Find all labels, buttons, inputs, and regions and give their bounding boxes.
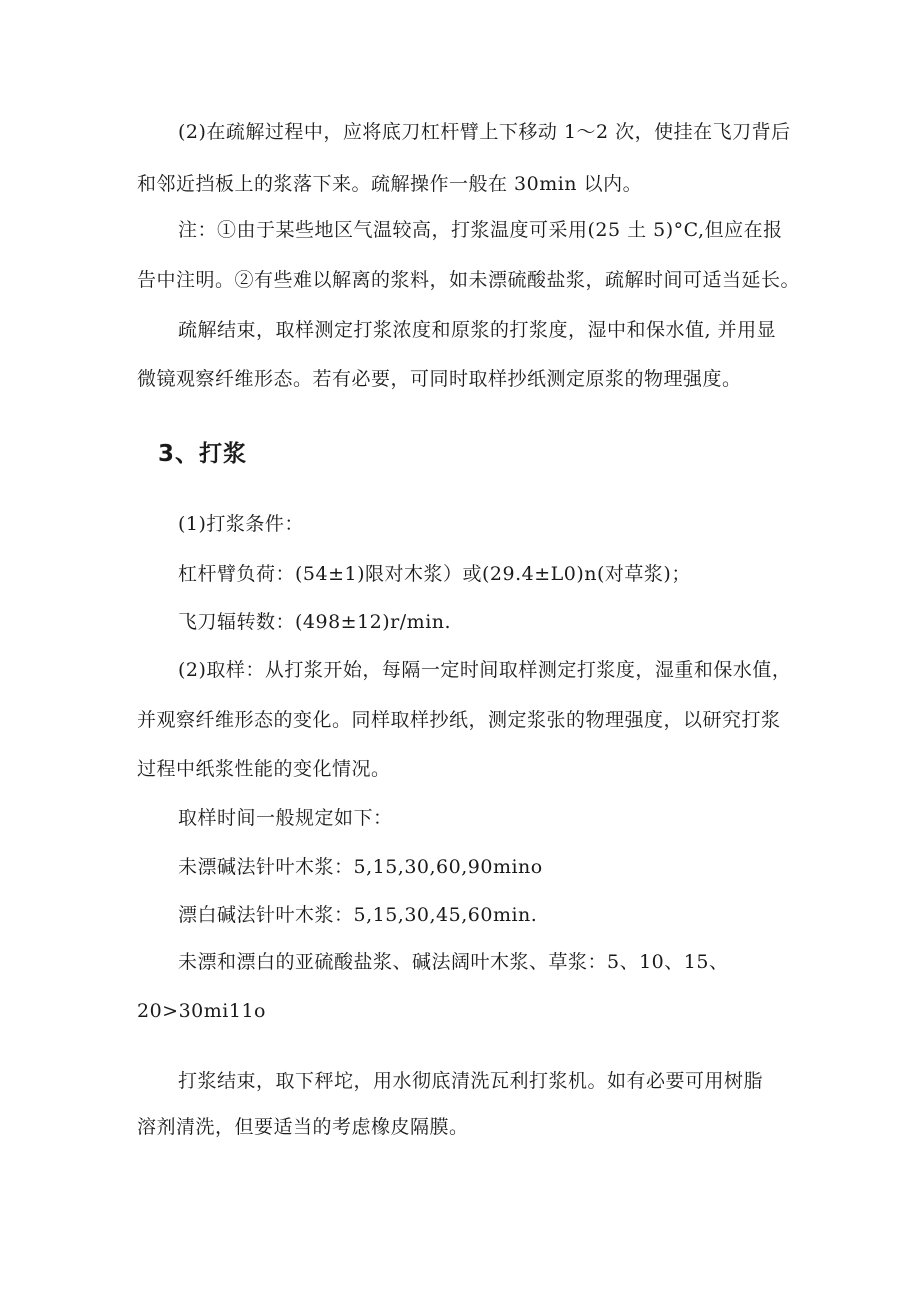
para1-line2: 和邻近挡板上的浆落下来。疏解操作一般在 30min 以内。 <box>137 173 643 195</box>
note-line2: 告中注明。②有些难以解离的浆料，如未漂硫酸盐浆，疏解时间可适当延长。 <box>137 269 801 291</box>
schedule-intro: 取样时间一般规定如下： <box>178 807 393 829</box>
unbleached-kraft-line: 未漂碱法针叶木浆：5,15,30,60,90mino <box>178 856 543 878</box>
sulfite-line1: 未漂和漂白的亚硫酸盐浆、碱法阔叶木浆、草浆：5、10、15、 <box>178 951 729 973</box>
para2-line2: 微镜观察纤维形态。若有必要，可同时取样抄纸测定原浆的物理强度。 <box>137 368 742 390</box>
para2-line1: 疏解结束，取样测定打浆浓度和原浆的打浆度，湿中和保水值, 并用显 <box>178 319 777 341</box>
note-line1: 注：①由于某些地区气温较高，打浆温度可采用(25 土 5)°C,但应在报 <box>178 219 783 241</box>
conditions-title: (1)打浆条件： <box>178 513 304 535</box>
end-line2: 溶剂清洗，但要适当的考虑橡皮隔膜。 <box>137 1116 469 1138</box>
sulfite-line2: 20>30mi11o <box>137 1000 266 1022</box>
sampling-line2: 并观察纤维形态的变化。同样取样抄纸，测定浆张的物理强度，以研究打浆 <box>137 709 781 731</box>
bleached-kraft-line: 漂白碱法针叶木浆：5,15,30,45,60min. <box>178 904 538 926</box>
blade-speed-line: 飞刀辐转数：(498±12)r∕min. <box>178 611 452 633</box>
end-line1: 打浆结束，取下秤坨，用水彻底清洗瓦利打浆机。如有必要可用树脂 <box>178 1070 764 1092</box>
lever-load-line: 杠杆臂负荷：(54±1)限对木浆）或(29.4±L0)n(对草浆)； <box>178 563 691 585</box>
para1-line1: (2)在疏解过程中，应将底刀杠杆臂上下移动 1～2 次，使挂在飞刀背后 <box>178 121 791 143</box>
section-heading: 3、打浆 <box>158 441 248 467</box>
sampling-line1: (2)取样：从打浆开始，每隔一定时间取样测定打浆度，湿重和保水值， <box>178 659 792 681</box>
sampling-line3: 过程中纸浆性能的变化情况。 <box>137 758 391 780</box>
